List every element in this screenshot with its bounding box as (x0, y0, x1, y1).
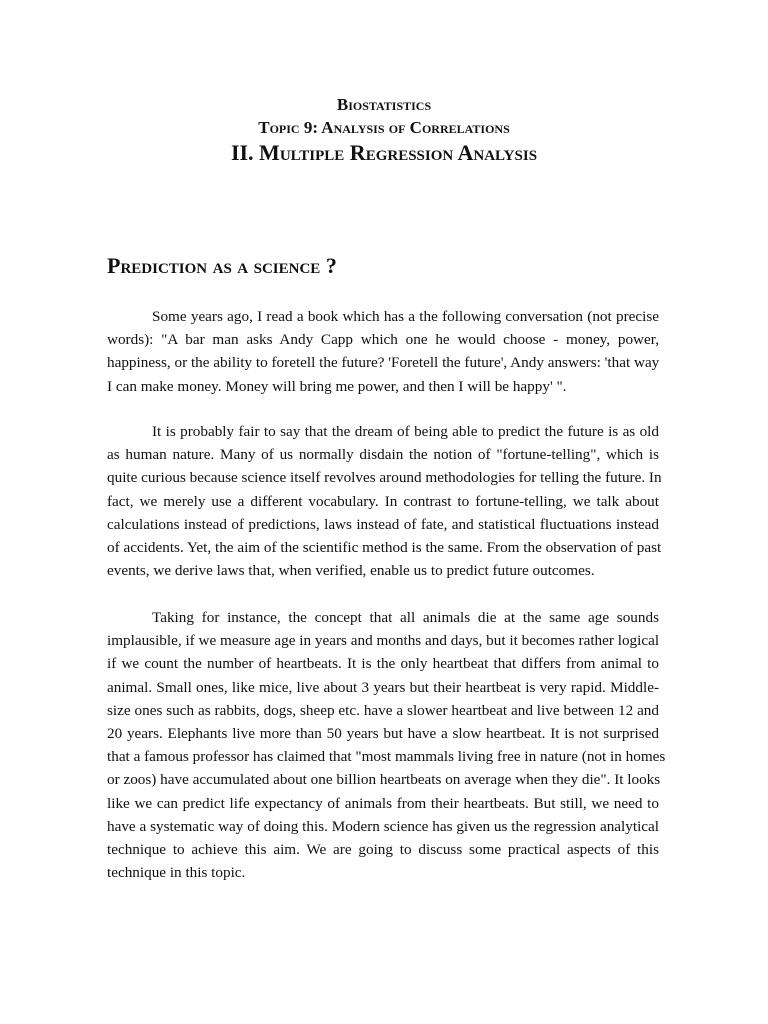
paragraph-line: words): "A bar man asks Andy Capp which one he would choose - money, power, (107, 331, 659, 349)
topic-title: Topic 9: Analysis of Correlations (258, 118, 510, 137)
paragraph-line: 20 years. Elephants live more than 50 years but have a slow heartbeat. It is not surprised (107, 725, 659, 743)
paragraph-line: Taking for instance, the concept that all animals die at the same age sounds (152, 609, 659, 626)
paragraph-line: that a famous professor has claimed that "most mammals living free in nature (not in homes (107, 748, 666, 766)
paragraph-line: have a systematic way of doing this. Modern science has given us the regression analytical (107, 817, 659, 835)
paragraph-line: quite curious because science itself revolves around methodologies for telling the future. In (107, 469, 662, 487)
course-title: Biostatistics (336, 95, 432, 114)
paragraph-line: or zoos) have accumulated about one billion heartbeats on average when they die". It looks (107, 771, 661, 789)
section-heading: Prediction as a science ? (107, 253, 337, 278)
paragraph-line: of accidents. Yet, the aim of the scientific method is the same. From the observation of past (107, 539, 662, 557)
paragraph-line: I can make money. Money will bring me power, and then I will be happy' ". (107, 377, 567, 395)
paragraph-line: like we can predict life expectancy of animals from their heartbeats. But still, we need to (107, 794, 659, 812)
paragraph-line: as human nature. Many of us normally disdain the notion of "fortune-telling", which is (107, 446, 659, 464)
part-title: II. Multiple Regression Analysis (230, 140, 538, 165)
paragraph-line: happiness, or the ability to foretell the future? 'Foretell the future', Andy answers: 'that way (107, 354, 660, 372)
paragraph-3 (107, 606, 666, 884)
paragraph-line: technique in this topic. (107, 864, 246, 882)
paragraph-line: calculations instead of predictions, laws instead of fate, and statistical fluctuations instead (107, 515, 659, 533)
paragraph-line: animal. Small ones, like mice, live about 3 years but their heartbeat is very rapid. Middle- (107, 678, 659, 696)
paragraph-line: if we count the number of heartbeats. It is the only heartbeat that differs from animal to (107, 655, 659, 673)
paragraph-1 (107, 305, 659, 398)
paragraph-line: events, we derive laws that, when verified, enable us to predict future outcomes. (107, 562, 595, 580)
paragraph-line: Some years ago, I read a book which has a the following conversation (not precise (152, 308, 659, 325)
paragraph-2 (107, 420, 662, 582)
paragraph-line: size ones such as rabbits, dogs, sheep etc. have a slower heartbeat and live between 12 and (107, 701, 659, 719)
paragraph-line: implausible, if we measure age in years and months and days, but it becomes rather logical (107, 632, 660, 650)
paragraph-line: fact, we merely use a different vocabulary. In contrast to fortune-telling, we talk about (107, 492, 659, 510)
paragraph-line: It is probably fair to say that the dream of being able to predict the future is as old (152, 423, 659, 440)
paragraph-line: technique to achieve this aim. We are going to discuss some practical aspects of this (107, 841, 659, 859)
